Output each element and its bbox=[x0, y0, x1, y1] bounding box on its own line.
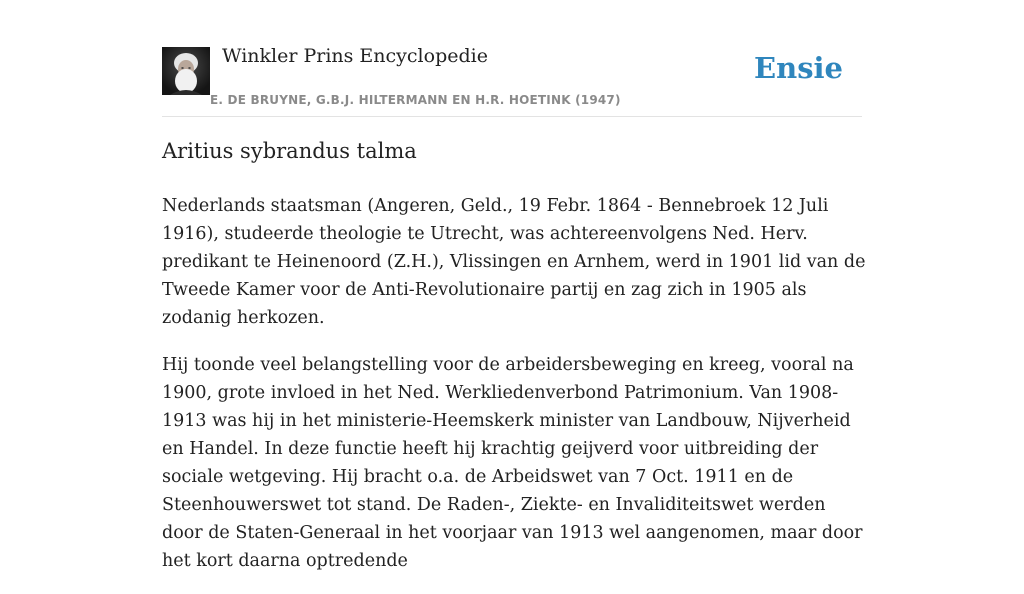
article-body bbox=[162, 192, 866, 594]
article-paragraph: Hij toonde veel belangstelling voor de arbeidersbeweging en kreeg, vooral na 1900, grote invloed in het Ned. Werkliedenverbond Patrimonium. Van 1908-1913 was hij in het ministerie-Heemskerk minister van Landbouw, Nijverheid en Handel. In deze functie heeft hij krachtig geijverd voor uitbreiding der sociale wetgeving. Hij bracht o.a. de Arbeidswet van 7 Oct. 1911 en de Steenhouwerswet tot stand. De Raden-, Ziekte- en Invaliditeitswet werden door de Staten-Generaal in het voorjaar van 1913 wel aangenomen, maar door het kort daarna optredende bbox=[162, 355, 863, 571]
portrait-photo-icon bbox=[162, 47, 210, 95]
authors-credit: E. DE BRUYNE, G.B.J. HILTERMANN EN H.R. HOETINK (1947) bbox=[210, 93, 621, 107]
brand-logo[interactable]: Ensie bbox=[754, 51, 843, 85]
article-title: Aritius sybrandus talma bbox=[162, 139, 417, 163]
article-paragraph: Nederlands staatsman (Angeren, Geld., 19 Febr. 1864 - Bennebroek 12 Juli 1916), studeerde theologie te Utrecht, was achtereenvolgens Ned. Herv. predikant te Heinenoord (Z.H.), Vlissingen en Arnhem, werd in 1901 lid van de Tweede Kamer voor de Anti-Revolutionaire partij en zag zich in 1905 als zodanig herkozen. bbox=[162, 196, 866, 328]
site-title[interactable]: Winkler Prins Encyclopedie bbox=[222, 45, 488, 67]
site-header bbox=[162, 40, 862, 117]
